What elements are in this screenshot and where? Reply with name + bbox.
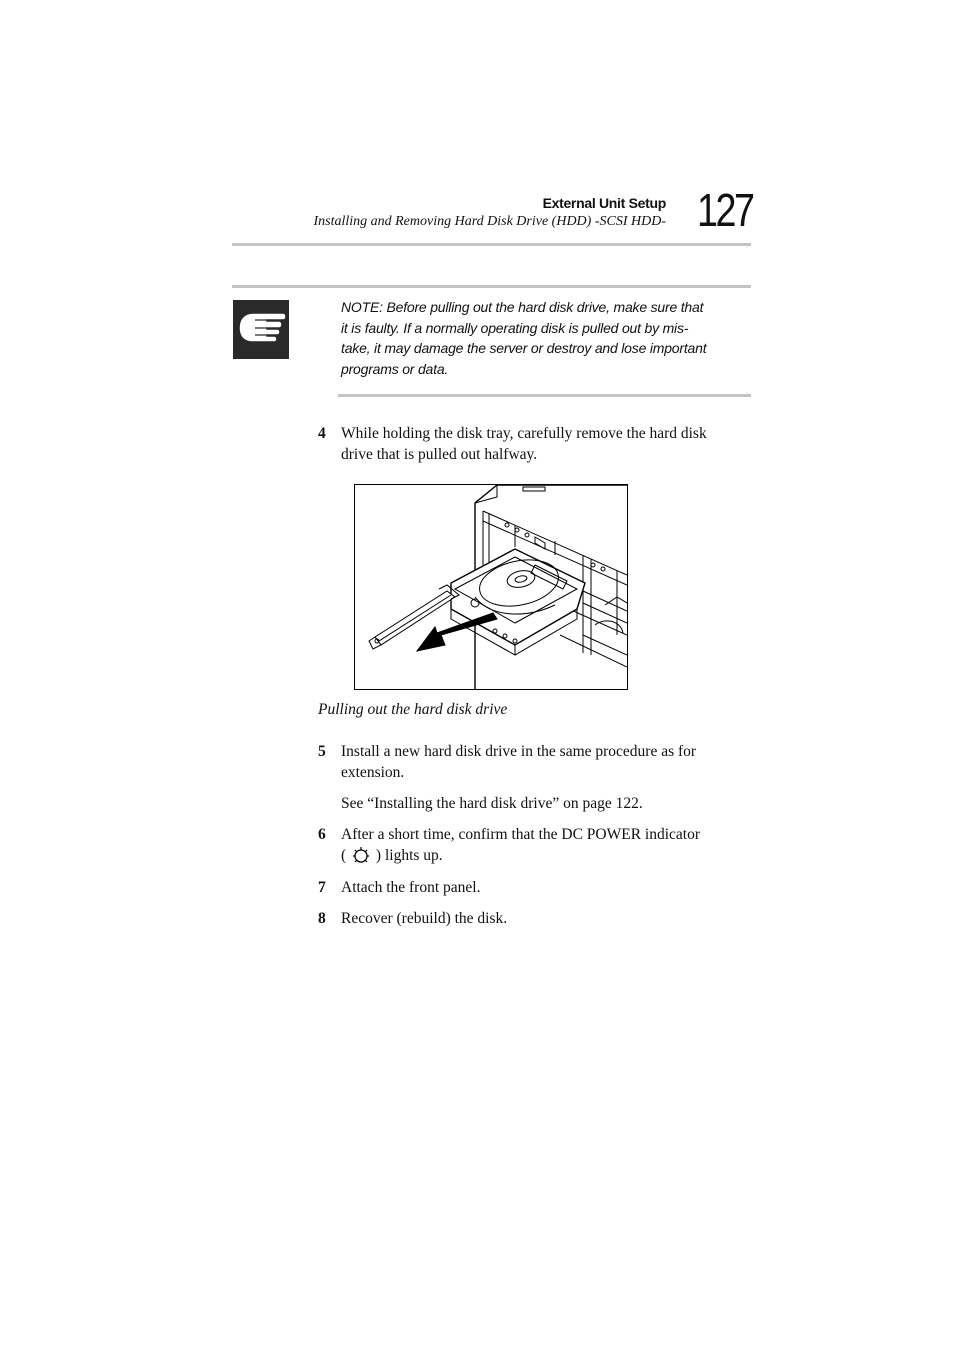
note-top-rule: [232, 285, 751, 288]
section-subtitle: Installing and Removing Hard Disk Drive (HDD) -SCSI HDD-: [313, 214, 666, 229]
step-number: 6: [318, 826, 326, 843]
paren-open: (: [341, 847, 347, 864]
header-rule: [232, 243, 751, 246]
step-5: [318, 741, 738, 783]
see-also-reference: See “Installing the hard disk drive” on page 122.: [341, 795, 643, 812]
figure-caption: Pulling out the hard disk drive: [318, 701, 508, 718]
note-line: it is faulty. If a normally operating disk is pulled out by mis-: [341, 319, 689, 336]
step-text-line: extension.: [341, 764, 405, 781]
step-text-line: Install a new hard disk drive in the same procedure as for: [341, 743, 697, 760]
note-bottom-rule: [338, 394, 751, 397]
page-number: 127: [697, 184, 753, 236]
step-8: [318, 908, 738, 929]
step-number: 4: [318, 425, 326, 442]
step-text-line: Recover (rebuild) the disk.: [341, 910, 508, 927]
step-6: [318, 824, 738, 866]
step-text-line: drive that is pulled out halfway.: [341, 446, 538, 463]
note-text: [341, 297, 726, 379]
step-7: [318, 877, 738, 898]
step-number: 8: [318, 910, 326, 927]
note-line: programs or data.: [341, 360, 449, 377]
chapter-title: External Unit Setup: [542, 195, 666, 211]
step-text-line-with-icon: [341, 845, 738, 866]
step-text-line: While holding the disk tray, carefully remove the hard disk: [341, 425, 707, 442]
step-4: [318, 423, 738, 465]
note-line: take, it may damage the server or destroy and lose important: [341, 340, 707, 357]
step-text-line: Attach the front panel.: [341, 879, 481, 896]
step-text-tail: ) lights up.: [375, 847, 443, 864]
step-number: 7: [318, 879, 326, 896]
step-number: 5: [318, 743, 326, 760]
pointing-hand-icon: [233, 300, 289, 359]
dc-power-icon: [350, 846, 372, 864]
note-line: NOTE: Before pulling out the hard disk drive, make sure that: [341, 299, 704, 315]
hard-disk-drive-removal-illustration: [354, 484, 628, 690]
step-text-line: After a short time, confirm that the DC POWER indicator: [341, 826, 700, 843]
